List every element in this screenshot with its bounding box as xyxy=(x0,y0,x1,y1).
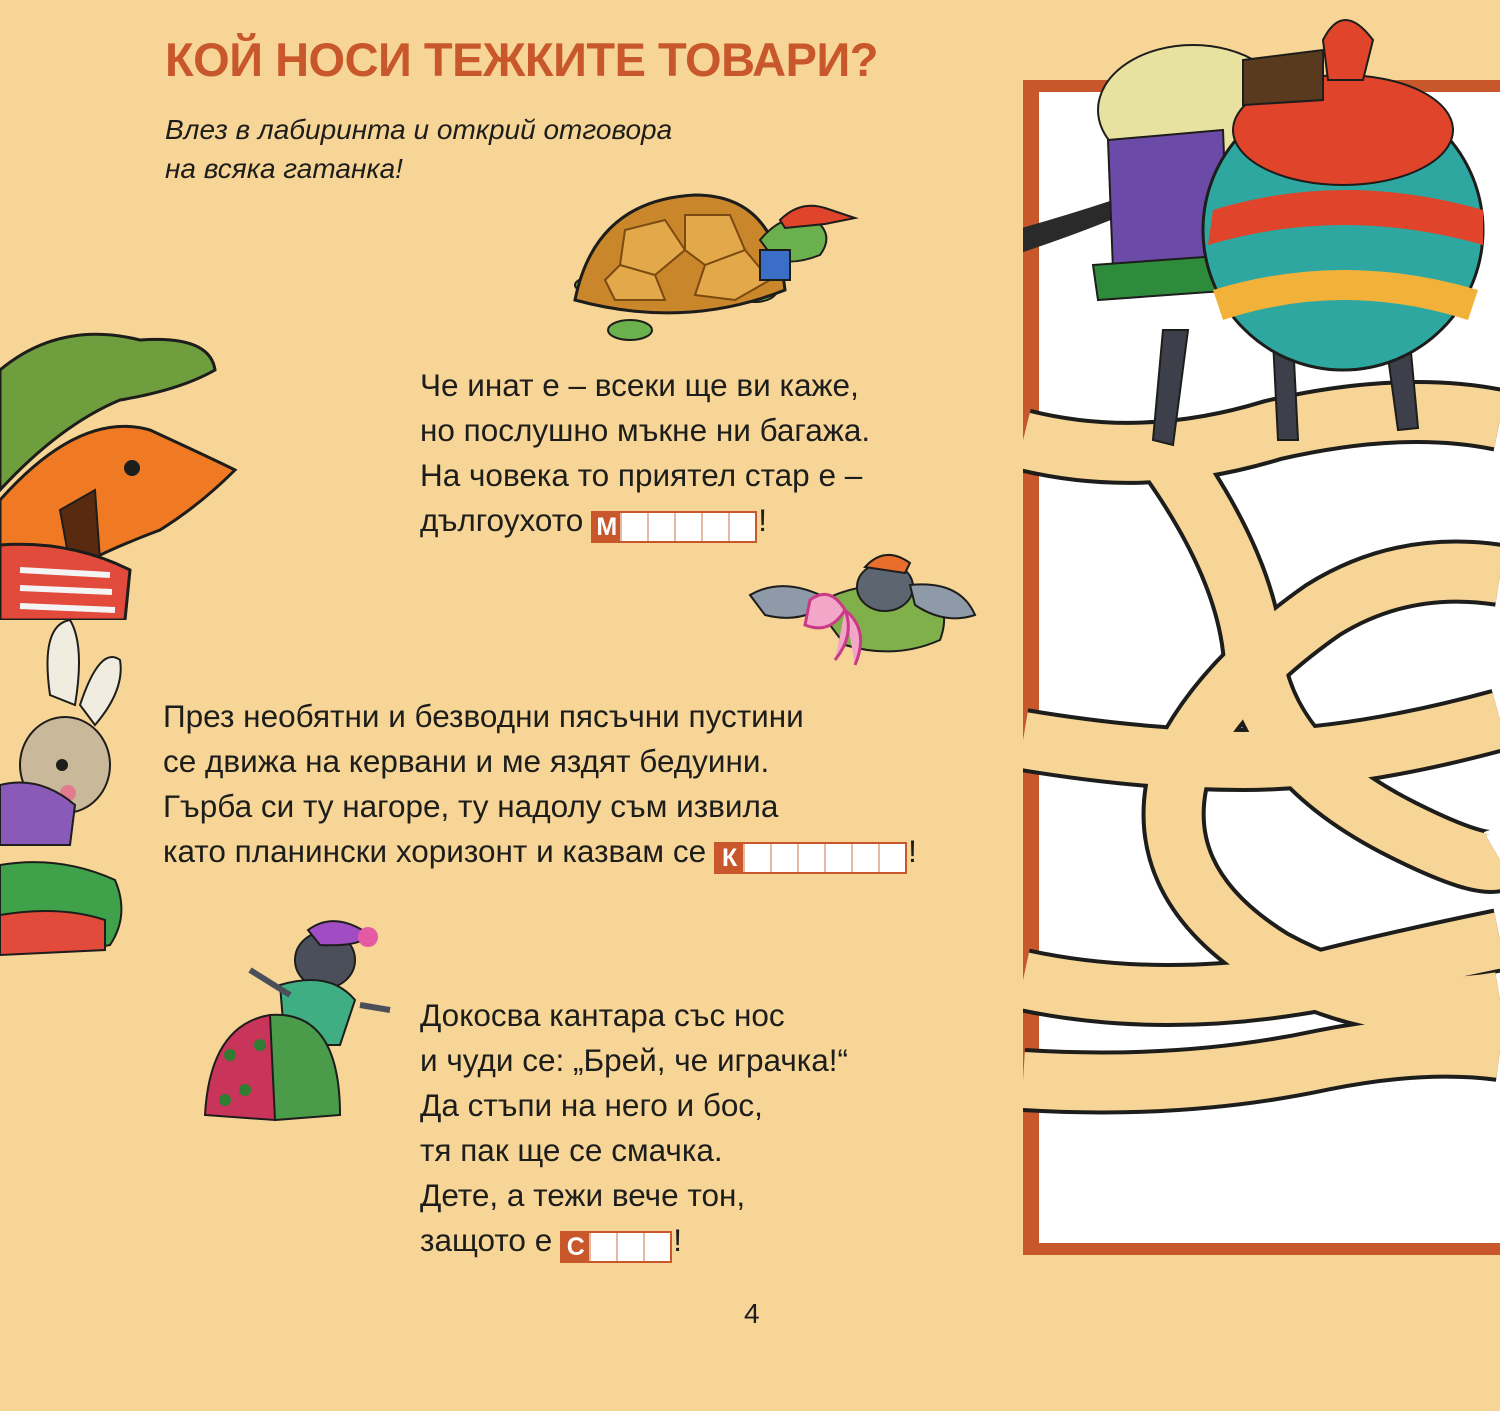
riddle-line: защото е xyxy=(420,1222,553,1258)
instructions xyxy=(165,110,672,188)
riddle-camel xyxy=(163,694,917,874)
maze-illustration[interactable] xyxy=(1023,0,1500,1260)
answer-cell[interactable] xyxy=(743,844,770,872)
answer-cell[interactable] xyxy=(701,513,728,541)
answer-first-letter: М xyxy=(593,513,620,541)
exclamation-mark: ! xyxy=(908,833,917,869)
answer-cell[interactable] xyxy=(797,844,824,872)
riddle-donkey xyxy=(420,363,870,543)
answer-cell[interactable] xyxy=(728,513,755,541)
riddle-line: Дете, а тежи вече тон, xyxy=(420,1177,746,1213)
riddle-line: като планински хоризонт и казвам се xyxy=(163,833,707,869)
answer-cell[interactable] xyxy=(647,513,674,541)
answer-cell[interactable] xyxy=(616,1233,643,1261)
answer-cell[interactable] xyxy=(824,844,851,872)
answer-cell[interactable] xyxy=(851,844,878,872)
rabbit-illustration xyxy=(0,615,130,960)
riddle-line: През необятни и безводни пясъчни пустини xyxy=(163,698,804,734)
answer-cell[interactable] xyxy=(878,844,905,872)
riddle-line: Да стъпи на него и бос, xyxy=(420,1087,763,1123)
page-title: КОЙ НОСИ ТЕЖКИТЕ ТОВАРИ? xyxy=(165,33,878,86)
riddle-line: Гърба си ту нагоре, ту надолу съм извила xyxy=(163,788,779,824)
riddle-line: но послушно мъкне ни багажа. xyxy=(420,412,871,448)
answer-cell[interactable] xyxy=(643,1233,670,1261)
answer-first-letter: К xyxy=(716,844,743,872)
riddle-line: се движа на кервани и ме яздят бедуини. xyxy=(163,743,770,779)
riddle-line: и чуди се: „Брей, че играчка!“ xyxy=(420,1042,849,1078)
riddle-line: дългоухото xyxy=(420,502,584,538)
instructions-line-2: на всяка гатанка! xyxy=(165,153,403,184)
crow-illustration xyxy=(745,545,985,685)
instructions-line-1: Влез в лабиринта и открий отговора xyxy=(165,114,673,145)
answer-cell[interactable] xyxy=(589,1233,616,1261)
answer-first-letter: С xyxy=(562,1233,589,1261)
mouse-illustration xyxy=(190,915,400,1140)
answer-box-donkey[interactable] xyxy=(591,511,757,543)
answer-box-elephant[interactable] xyxy=(560,1231,672,1263)
answer-cell[interactable] xyxy=(674,513,701,541)
answer-cell[interactable] xyxy=(620,513,647,541)
turtle-illustration xyxy=(535,190,860,350)
page-number: 4 xyxy=(744,1298,760,1329)
fox-illustration xyxy=(0,330,245,620)
riddle-line: Докосва кантара със нос xyxy=(420,997,785,1033)
answer-cell[interactable] xyxy=(770,844,797,872)
exclamation-mark: ! xyxy=(673,1222,682,1258)
riddle-line: Че инат е – всеки ще ви каже, xyxy=(420,367,859,403)
exclamation-mark: ! xyxy=(758,502,768,538)
riddle-line: На човека то приятел стар е – xyxy=(420,457,863,493)
riddle-elephant xyxy=(420,993,848,1263)
answer-box-camel[interactable] xyxy=(714,842,907,874)
riddle-line: тя пак ще се смачка. xyxy=(420,1132,723,1168)
